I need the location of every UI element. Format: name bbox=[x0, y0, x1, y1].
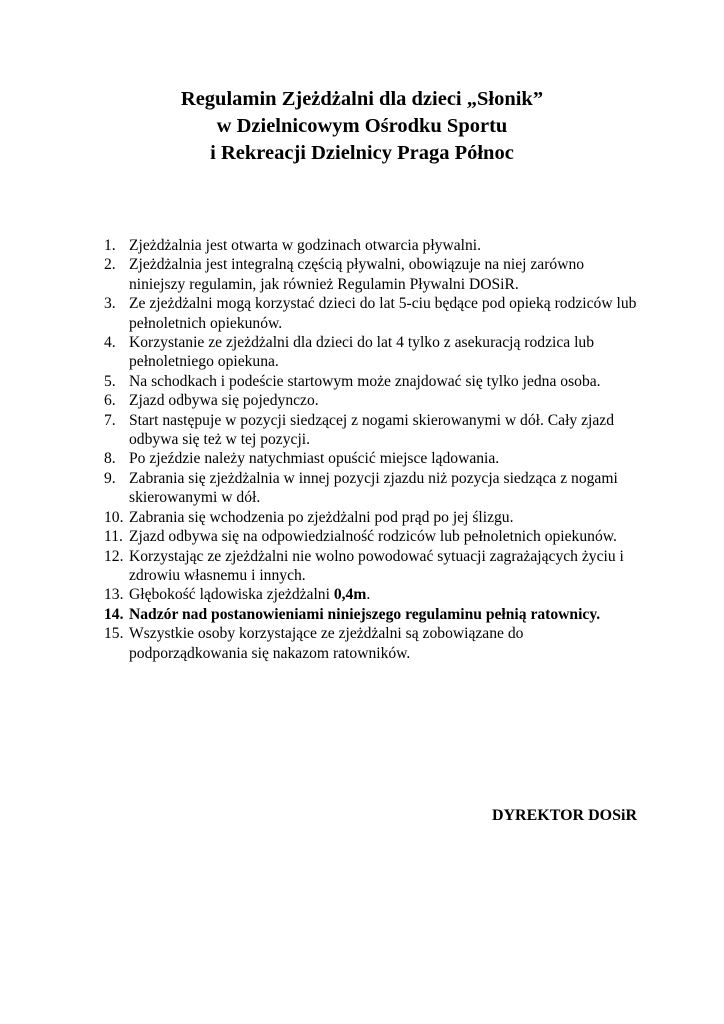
rule-number: 10. bbox=[104, 508, 124, 526]
rule-item-11 bbox=[104, 527, 644, 546]
rule-item-3 bbox=[104, 294, 644, 333]
rule-item-13 bbox=[104, 585, 644, 604]
title-line-2: w Dzielnicowym Ośrodku Sportu bbox=[216, 115, 508, 137]
document-title bbox=[0, 86, 724, 167]
signature: DYREKTOR DOSiR bbox=[491, 807, 637, 824]
rule-text: Korzystając ze zjeżdżalni nie wolno powodować sytuacji zagrażających życiu i zdrowiu własnemu i innych. bbox=[129, 547, 624, 584]
landing-depth-value: 0,4m bbox=[333, 586, 367, 604]
rule-text: Zjazd odbywa się pojedynczo. bbox=[129, 392, 319, 410]
rule-item-8 bbox=[104, 449, 644, 468]
rule-text: Zabrania się zjeżdżalnia w innej pozycji zjazdu niż pozycja siedząca z nogami skierowanymi w dół. bbox=[129, 469, 618, 507]
rule-text: Po zjeździe należy natychmiast opuścić miejsce lądowania. bbox=[129, 450, 500, 468]
rule-text-suffix: . bbox=[366, 586, 371, 604]
rule-item-6 bbox=[104, 391, 644, 410]
rule-number: 3. bbox=[104, 295, 116, 313]
rule-number: 13. bbox=[104, 586, 124, 604]
rule-text: Nadzór nad postanowieniami niniejszego regulaminu pełnią ratownicy. bbox=[129, 605, 601, 623]
rule-item-14 bbox=[104, 605, 644, 624]
rule-text: Wszystkie osoby korzystające ze zjeżdżalni są zobowiązane do podporządkowania się nakazom ratowników. bbox=[129, 625, 524, 662]
rule-text: Korzystanie ze zjeżdżalni dla dzieci do lat 4 tylko z asekuracją rodzica lub pełnoletniego opiekuna. bbox=[129, 334, 594, 371]
rule-item-7 bbox=[104, 411, 644, 450]
rule-number: 9. bbox=[104, 469, 116, 487]
rule-text: Głębokość lądowiska zjeżdżalni bbox=[129, 586, 334, 604]
rule-item-5 bbox=[104, 372, 644, 391]
rule-number: 12. bbox=[104, 547, 124, 565]
rule-item-4 bbox=[104, 333, 644, 372]
rule-item-2 bbox=[104, 255, 644, 294]
rule-text: Na schodkach i podeście startowym może znajdować się tylko jedna osoba. bbox=[129, 372, 601, 390]
rule-number: 5. bbox=[104, 372, 116, 390]
rule-text: Ze zjeżdżalni mogą korzystać dzieci do lat 5-ciu będące pod opieką rodziców lub pełnoletnich opiekunów. bbox=[129, 295, 637, 332]
rule-number: 8. bbox=[104, 450, 116, 468]
rule-number: 2. bbox=[104, 256, 116, 274]
rule-number: 11. bbox=[104, 528, 123, 546]
rule-number: 7. bbox=[104, 411, 116, 429]
rule-text: Zjazd odbywa się na odpowiedzialność rodziców lub pełnoletnich opiekunów. bbox=[129, 528, 617, 546]
rule-number: 6. bbox=[104, 392, 116, 410]
rules-list bbox=[104, 236, 644, 663]
rule-number: 14. bbox=[104, 605, 124, 623]
rule-text: Zabrania się wchodzenia po zjeżdżalni pod prąd po jej ślizgu. bbox=[129, 508, 514, 526]
rule-item-10 bbox=[104, 508, 644, 527]
rule-number: 1. bbox=[104, 237, 116, 254]
rule-text: Zjeżdżalnia jest otwarta w godzinach otwarcia pływalni. bbox=[129, 237, 482, 254]
rule-text: Zjeżdżalnia jest integralną częścią pływalni, obowiązuje na niej zarówno niniejszy regulamin, jak również Regulamin Pływalni DOSiR. bbox=[129, 256, 585, 293]
rule-item-15 bbox=[104, 624, 644, 663]
rule-text: Start następuje w pozycji siedzącej z nogami skierowanymi w dół. Cały zjazd odbywa się też w tej pozycji. bbox=[129, 411, 614, 449]
rule-item-12 bbox=[104, 547, 644, 586]
rule-number: 15. bbox=[104, 625, 124, 643]
title-line-1: Regulamin Zjeżdżalni dla dzieci „Słonik” bbox=[180, 88, 544, 110]
rule-item-9 bbox=[104, 469, 644, 508]
rule-item-1 bbox=[104, 236, 644, 255]
rule-number: 4. bbox=[104, 334, 116, 352]
title-line-3: i Rekreacji Dzielnicy Praga Północ bbox=[210, 142, 514, 164]
